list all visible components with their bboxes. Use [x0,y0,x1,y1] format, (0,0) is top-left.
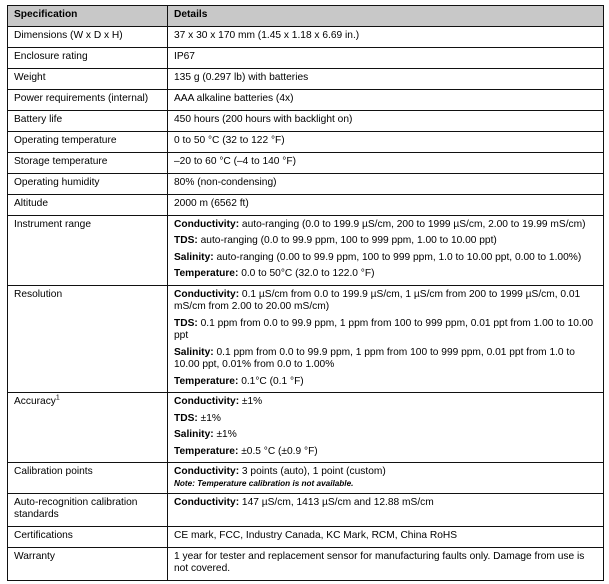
range-tds: TDS: auto-ranging (0.0 to 99.9 ppm, 100 to 999 ppm, 1.00 to 10.00 ppt) [174,235,497,246]
spec-details: 37 x 30 x 170 mm (1.45 x 1.18 x 6.69 in.) [168,26,604,47]
footnote-marker: 1 [55,394,60,402]
table-row [8,152,604,173]
spec-label: Altitude [8,194,168,215]
spec-label: Battery life [8,110,168,131]
spec-details: Conductivity: 147 µS/cm, 1413 µS/cm and 12.88 mS/cm [168,493,604,526]
resolution-tds: TDS: 0.1 ppm from 0.0 to 99.9 ppm, 1 ppm from 100 to 999 ppm, 0.01 ppt from 1.00 to 10.00 ppt [174,317,594,341]
header-row [8,6,604,27]
accuracy-row [8,393,604,463]
spec-details: CE mark, FCC, Industry Canada, KC Mark, RCM, China RoHS [168,526,604,547]
spec-label: Warranty [8,547,168,580]
spec-label: Calibration points [8,463,168,494]
spec-details [168,463,604,494]
range-salinity: Salinity: auto-ranging (0.00 to 99.9 ppm, 100 to 999 ppm, 1.0 to 10.00 ppt, 0.00 to 1.00%) [174,251,582,263]
spec-details: 450 hours (200 hours with backlight on) [168,110,604,131]
spec-details: 0 to 50 °C (32 to 122 °F) [168,131,604,152]
accuracy-salinity: Salinity: ±1% [174,429,237,440]
spec-details: IP67 [168,47,604,68]
spec-details [168,393,604,463]
table-row [8,194,604,215]
instrument-range-row [8,215,604,285]
resolution-salinity: Salinity: 0.1 ppm from 0.0 to 99.9 ppm, 1 ppm from 100 to 999 ppm, 0.01 ppt from 1.0 to 10.00 ppt, 0.01% from 0.0 to 1.00% [174,346,575,370]
spec-label: Dimensions (W x D x H) [8,26,168,47]
spec-label: Operating temperature [8,131,168,152]
table-row [8,110,604,131]
range-temperature: Temperature: 0.0 to 50°C (32.0 to 122.0 °F) [174,268,375,279]
auto-recognition-row [8,493,604,526]
spec-details [168,215,604,285]
resolution-row [8,285,604,393]
spec-label: Auto-recognition calibration standards [8,493,168,526]
spec-label: Certifications [8,526,168,547]
resolution-temperature: Temperature: 0.1°C (0.1 °F) [174,375,304,387]
spec-details: 1 year for tester and replacement sensor for manufacturing faults only. Damage from use is not covered. [168,547,604,580]
spec-label: Storage temperature [8,152,168,173]
table-row [8,47,604,68]
calibration-conductivity: Conductivity: 3 points (auto), 1 point (custom) [174,466,386,477]
resolution-conductivity: Conductivity: 0.1 µS/cm from 0.0 to 199.9 µS/cm, 1 µS/cm from 200 to 1999 µS/cm, 0.01 mS/cm from 2.00 to 20.00 mS/cm) [174,288,581,312]
calibration-points-row [8,463,604,494]
spec-label: Operating humidity [8,173,168,194]
warranty-row [8,547,604,580]
spec-details: 2000 m (6562 ft) [168,194,604,215]
accuracy-conductivity: Conductivity: ±1% [174,396,263,407]
table-row [8,68,604,89]
spec-details [168,285,604,393]
spec-details: AAA alkaline batteries (4x) [168,89,604,110]
accuracy-temperature: Temperature: ±0.5 °C (±0.9 °F) [174,445,318,457]
table-row [8,131,604,152]
spec-label: Power requirements (internal) [8,89,168,110]
spec-label: Enclosure rating [8,47,168,68]
spec-label: Resolution [8,285,168,393]
header-specification: Specification [8,6,168,27]
range-conductivity: Conductivity: auto-ranging (0.0 to 199.9 µS/cm, 200 to 1999 µS/cm, 2.00 to 19.99 mS/cm) [174,218,586,230]
spec-label: Weight [8,68,168,89]
spec-label: Instrument range [8,215,168,285]
accuracy-tds: TDS: ±1% [174,412,221,424]
spec-label: Accuracy$^1$ [8,393,168,463]
specifications-table [7,5,604,581]
spec-details: 80% (non-condensing) [168,173,604,194]
header-details: Details [168,6,604,27]
certifications-row [8,526,604,547]
calibration-note: Note: Temperature calibration is not available. [174,478,354,488]
table-row [8,173,604,194]
spec-details: –20 to 60 °C (–4 to 140 °F) [168,152,604,173]
table-row [8,89,604,110]
spec-details: 135 g (0.297 lb) with batteries [168,68,604,89]
table-row [8,26,604,47]
